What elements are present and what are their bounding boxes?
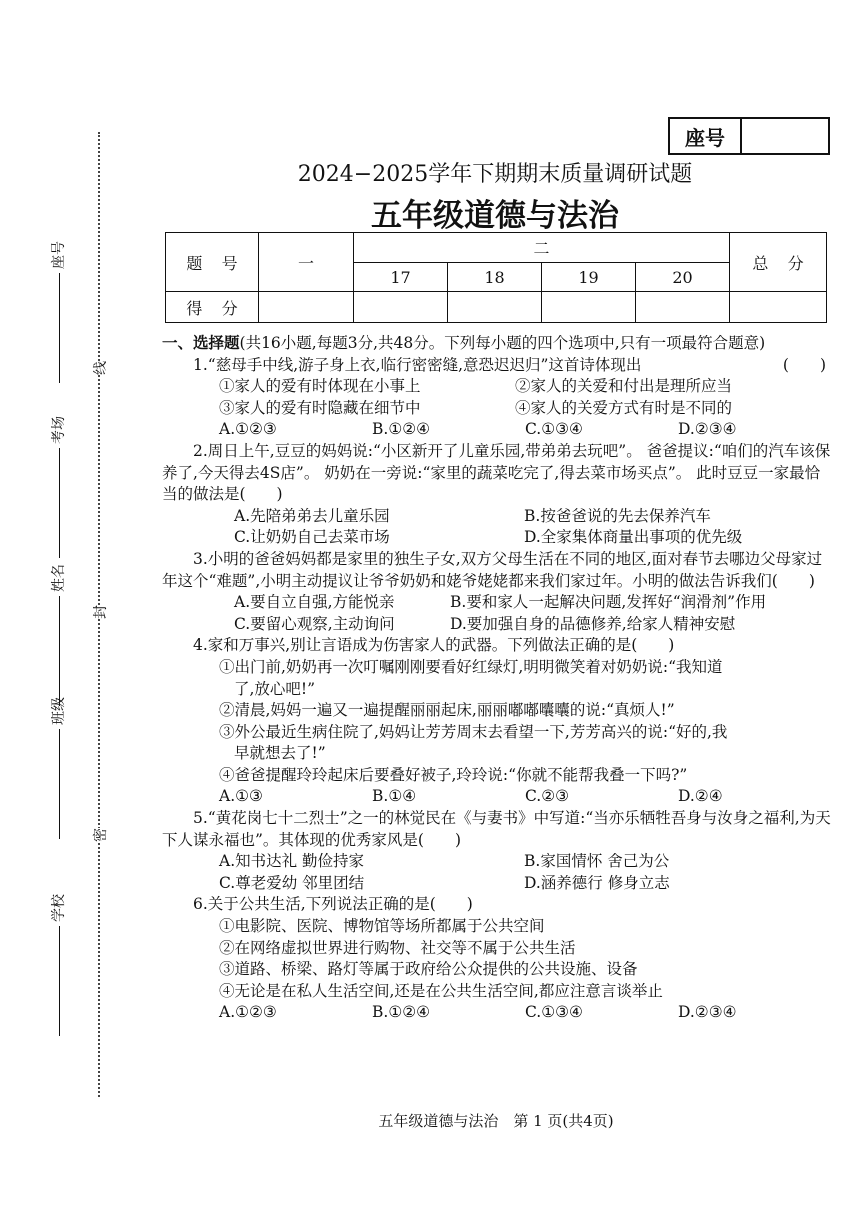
option-c[interactable]: C.让奶奶自己去菜市场 bbox=[234, 528, 390, 547]
option-c[interactable]: C.①③④ bbox=[525, 420, 583, 439]
statement: ④家人的关爱方式有时是不同的 bbox=[515, 398, 733, 417]
option-a[interactable]: A.要自立自强,方能悦亲 bbox=[234, 593, 395, 612]
option-row bbox=[162, 614, 834, 636]
sub-question-18: 18 bbox=[448, 263, 542, 292]
option-b[interactable]: B.按爸爸说的先去保养汽车 bbox=[524, 506, 711, 525]
option-d[interactable]: D.要加强自身的品德修养,给家人精神安慰 bbox=[450, 614, 736, 633]
section-description: (共16小题,每题3分,共48分。下列每小题的四个选项中,只有一项最符合题意) bbox=[239, 334, 766, 352]
option-b[interactable]: B.①②④ bbox=[372, 420, 431, 439]
option-d[interactable]: D.②③④ bbox=[678, 420, 737, 439]
option-row bbox=[162, 419, 834, 441]
binding-field-school[interactable] bbox=[48, 894, 68, 1036]
binding-blank[interactable] bbox=[59, 729, 60, 839]
statement: ③道路、桥梁、路灯等属于政府给公众提供的公共设施、设备 bbox=[219, 960, 638, 979]
question-stem: 3.小明的爸爸妈妈都是家里的独生子女,双方父母生活在不同的地区,面对春节去哪边父母家过年这个“难题”,小明主动提议让爷爷奶奶和姥爷姥姥都来我们家过年。小明的做法告诉我们( ) bbox=[162, 549, 823, 590]
option-a[interactable]: A.①②③ bbox=[219, 420, 277, 439]
sub-question-20: 20 bbox=[636, 263, 730, 292]
question-stem: 6.关于公共生活,下列说法正确的是( ) bbox=[193, 895, 473, 914]
question-stem: 1.“慈母手中线,游子身上衣,临行密密缝,意恐迟迟归”这首诗体现出 ( ) bbox=[162, 355, 834, 377]
binding-field-class[interactable] bbox=[48, 697, 68, 839]
statement: ②清晨,妈妈一遍又一遍提醒丽丽起床,丽丽嘟嘟囔囔的说:“真烦人!” bbox=[219, 701, 675, 720]
option-d[interactable]: D.涵养德行 修身立志 bbox=[524, 873, 670, 892]
option-row bbox=[162, 527, 834, 549]
answer-paren[interactable]: ( ) bbox=[782, 355, 826, 374]
score-cell-total[interactable] bbox=[730, 292, 827, 323]
seat-number-field[interactable] bbox=[742, 119, 828, 153]
option-a[interactable]: A.①②③ bbox=[219, 1003, 277, 1022]
statement: ①电影院、医院、博物馆等场所都属于公共空间 bbox=[219, 917, 545, 936]
statement: ②在网络虚拟世界进行购物、社交等不属于公共生活 bbox=[219, 938, 576, 957]
binding-field-label: 考场 bbox=[51, 416, 67, 444]
section-title: 一、选择题 bbox=[162, 334, 240, 352]
option-d[interactable]: D.②④ bbox=[678, 787, 723, 806]
question-stem: 2.周日上午,豆豆的妈妈说:“小区新开了儿童乐园,带弟弟去玩吧”。 爸爸提议:“咱们的汽车该保养了,今天得去4S店”。 奶奶在一旁说:“家里的蔬菜吃完了,得去菜市场买点”。 此时豆豆一家最恰当的做法是( ) bbox=[162, 441, 831, 504]
option-row bbox=[162, 1002, 834, 1024]
binding-blank[interactable] bbox=[59, 926, 60, 1036]
page-footer: 五年级道德与法治 第 1 页(共4页) bbox=[378, 1112, 614, 1130]
section-two-header: 二 bbox=[354, 233, 730, 263]
statement-continued: 早就想去了!” bbox=[234, 744, 326, 763]
binding-field-seat[interactable] bbox=[48, 241, 68, 383]
statement-continued: 了,放心吧!” bbox=[234, 679, 316, 698]
option-c[interactable]: C.尊老爱幼 邻里团结 bbox=[219, 873, 365, 892]
score-cell-18[interactable] bbox=[448, 292, 542, 323]
sub-question-19: 19 bbox=[542, 263, 636, 292]
statement-row bbox=[162, 398, 834, 420]
statement: ③家人的爱有时隐藏在细节中 bbox=[219, 398, 421, 417]
sub-question-17: 17 bbox=[354, 263, 448, 292]
option-b[interactable]: B.家国情怀 舍己为公 bbox=[524, 852, 670, 871]
binding-blank[interactable] bbox=[59, 448, 60, 558]
subject-title: 五年级道德与法治 bbox=[371, 198, 619, 234]
binding-mark-xian: 线 bbox=[88, 361, 112, 375]
option-c[interactable]: C.②③ bbox=[525, 787, 570, 806]
question-5 bbox=[162, 808, 834, 894]
score-cell-17[interactable] bbox=[354, 292, 448, 323]
binding-field-name[interactable] bbox=[48, 564, 68, 706]
question-4 bbox=[162, 635, 834, 808]
option-d[interactable]: D.全家集体商量出事项的优先级 bbox=[524, 528, 743, 547]
statement: ②家人的关爱和付出是理所应当 bbox=[515, 377, 733, 396]
option-row bbox=[162, 786, 834, 808]
seat-number-label: 座号 bbox=[670, 119, 742, 153]
exam-title: 2024−2025学年下期期末质量调研试题 bbox=[297, 162, 693, 187]
binding-field-label: 学校 bbox=[51, 894, 67, 922]
binding-field-label: 姓名 bbox=[51, 564, 67, 592]
score-cell-19[interactable] bbox=[542, 292, 636, 323]
score-table bbox=[165, 232, 827, 323]
option-b[interactable]: B.①④ bbox=[372, 787, 417, 806]
option-row bbox=[162, 873, 834, 895]
option-a[interactable]: A.①③ bbox=[219, 787, 263, 806]
binding-blank[interactable] bbox=[59, 273, 60, 383]
section-heading bbox=[162, 333, 834, 355]
score-cell-20[interactable] bbox=[636, 292, 730, 323]
binding-field-exam-room[interactable] bbox=[48, 416, 68, 558]
question-3 bbox=[162, 549, 834, 635]
option-c[interactable]: C.①③④ bbox=[525, 1003, 583, 1022]
option-c[interactable]: C.要留心观察,主动询问 bbox=[234, 614, 395, 633]
statement-row bbox=[162, 376, 834, 398]
total-header: 总分 bbox=[730, 233, 827, 292]
binding-field-label: 座号 bbox=[51, 241, 67, 269]
statement: ④无论是在私人生活空间,还是在公共生活空间,都应注意言谈举止 bbox=[219, 981, 663, 1000]
statement: ③外公最近生病住院了,妈妈让芳芳周末去看望一下,芳芳高兴的说:“好的,我 bbox=[219, 722, 728, 741]
question-1 bbox=[162, 355, 834, 441]
score-cell-section-one[interactable] bbox=[259, 292, 354, 323]
option-b[interactable]: B.要和家人一起解决问题,发挥好“润滑剂”作用 bbox=[450, 593, 767, 612]
option-a[interactable]: A.先陪弟弟去儿童乐园 bbox=[234, 506, 390, 525]
binding-mark-feng: 封 bbox=[88, 605, 112, 619]
option-row bbox=[162, 506, 834, 528]
statement: ④爸爸提醒玲玲起床后要叠好被子,玲玲说:“你就不能帮我叠一下吗?” bbox=[219, 765, 688, 784]
question-stem: 5.“黄花岗七十二烈士”之一的林觉民在《与妻书》中写道:“当亦乐牺牲吾身与汝身之福利,为天下人谋永福也”。其体现的优秀家风是( ) bbox=[162, 809, 831, 849]
seat-number-box bbox=[668, 117, 830, 155]
option-d[interactable]: D.②③④ bbox=[678, 1003, 737, 1022]
section-one-header: 一 bbox=[259, 233, 354, 292]
binding-field-label: 班级 bbox=[51, 697, 67, 725]
option-a[interactable]: A.知书达礼 勤俭持家 bbox=[219, 852, 365, 871]
question-stem: 4.家和万事兴,别让言语成为伤害家人的武器。下列做法正确的是( ) bbox=[193, 636, 675, 655]
row-label-question: 题号 bbox=[166, 233, 259, 292]
option-b[interactable]: B.①②④ bbox=[372, 1003, 431, 1022]
option-row bbox=[162, 851, 834, 873]
question-content bbox=[162, 333, 834, 1024]
question-2 bbox=[162, 441, 834, 549]
statement: ①家人的爱有时体现在小事上 bbox=[219, 377, 421, 396]
statement: ①出门前,奶奶再一次叮嘱刚刚要看好红绿灯,明明微笑着对奶奶说:“我知道 bbox=[219, 657, 723, 676]
question-6 bbox=[162, 894, 834, 1024]
row-label-score: 得分 bbox=[166, 292, 259, 323]
binding-blank[interactable] bbox=[59, 596, 60, 706]
option-row bbox=[162, 592, 834, 614]
binding-mark-mi: 密 bbox=[88, 828, 112, 842]
